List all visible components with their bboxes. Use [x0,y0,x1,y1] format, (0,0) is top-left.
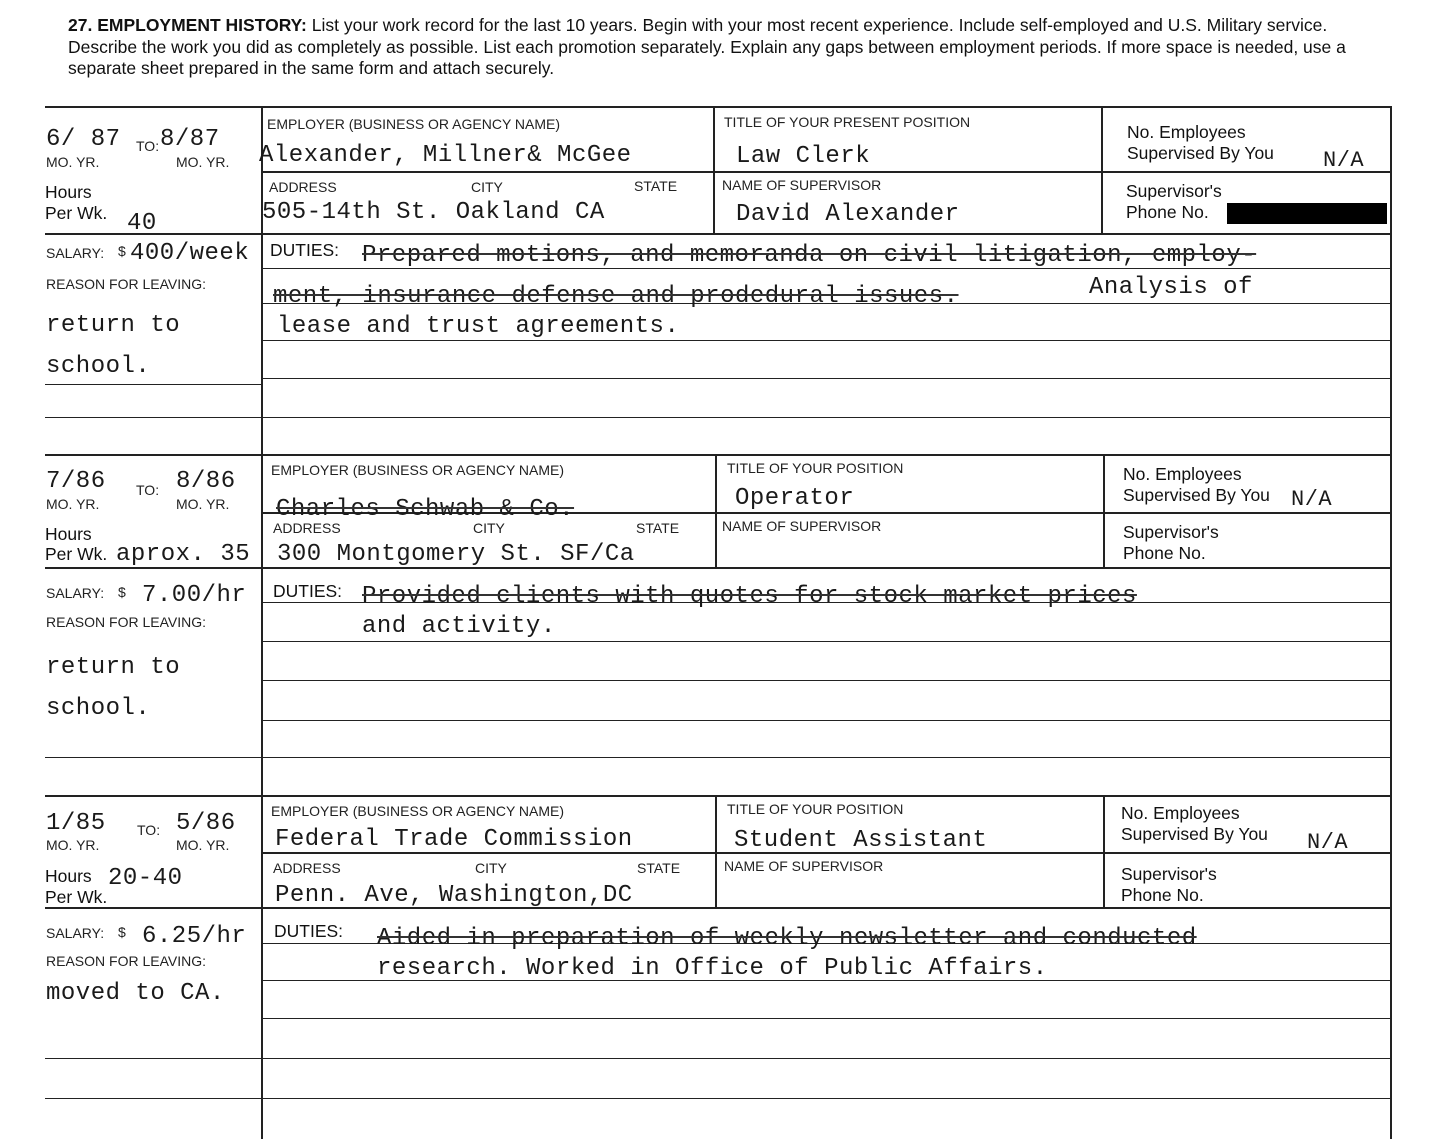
mo-yr-label: MO. YR. [46,496,100,512]
duties-line-2: ment, insurance defense and prodedural issues. [273,283,959,310]
phone-no-label: Phone No. [1126,202,1209,222]
dollar-sign: $ [118,584,126,600]
city-label: CITY [471,179,503,195]
phone-no-label: Phone No. [1121,885,1204,905]
salary-value: 400/week [130,240,250,267]
num-supervised: N/A [1291,487,1333,512]
salary-label: SALARY: [46,245,105,261]
position-title: Student Assistant [734,827,988,854]
reason-label: REASON FOR LEAVING: [46,276,206,292]
phone-no-label: Phone No. [1123,543,1206,563]
date-to: 8/87 [160,126,220,153]
supervised-by-you-label: Supervised By You [1123,485,1270,505]
section-heading: EMPLOYMENT HISTORY: [97,15,307,35]
num-supervised: N/A [1307,830,1349,855]
per-wk-label: Per Wk. [45,203,108,223]
duties-line-1: Aided in preparation of weekly newsletter and conducted [377,925,1197,952]
reason-label: REASON FOR LEAVING: [46,953,206,969]
reason-line-2: school. [46,695,151,722]
position-title: Operator [735,485,855,512]
duties-line-1: Prepared motions, and memoranda on civil litigation, employ- [362,242,1257,269]
employer-name: Charles Schwab & Co. [276,496,575,523]
city-label: CITY [475,860,507,876]
date-to: 8/86 [176,468,236,495]
no-employees-label: No. Employees [1127,122,1246,142]
hours-label: Hours [45,866,92,886]
supervisor-phone-label: Supervisor's [1123,522,1219,542]
duties-line-1: Provided clients with quotes for stock market prices [362,583,1137,610]
per-wk-label: Per Wk. [45,544,108,564]
hours-value: 40 [127,210,157,237]
reason-line-2: school. [46,353,151,380]
state-label: STATE [636,520,680,536]
date-from: 7/86 [46,468,106,495]
employer-label: EMPLOYER (BUSINESS OR AGENCY NAME) [267,116,561,132]
title-label: TITLE OF YOUR POSITION [727,801,904,817]
no-employees-label: No. Employees [1123,464,1242,484]
supervisor-phone-label: Supervisor's [1126,181,1222,201]
salary-label: SALARY: [46,585,105,601]
section-instructions [68,15,1358,80]
position-title: Law Clerk [736,143,871,170]
duties-label: DUTIES: [274,921,344,941]
dollar-sign: $ [118,243,126,259]
address-value: Penn. Ave, Washington,DC [275,882,633,909]
supervisor-label: NAME OF SUPERVISOR [722,177,882,193]
per-wk-label: Per Wk. [45,887,108,907]
dollar-sign: $ [118,924,126,940]
supervisor-label: NAME OF SUPERVISOR [724,858,884,874]
supervised-by-you-label: Supervised By You [1121,824,1268,844]
section-number: 27. [68,15,93,35]
employer-name: Federal Trade Commission [275,826,633,853]
hours-value: aprox. 35 [116,541,251,568]
mo-yr-label: MO. YR. [176,154,230,170]
supervisor-phone-label: Supervisor's [1121,864,1217,884]
to-label: TO: [136,138,160,154]
employer-label: EMPLOYER (BUSINESS OR AGENCY NAME) [271,803,565,819]
employer-name: Alexander, Millner& McGee [259,142,632,169]
section-instructions-text: List your work record for the last 10 years. Begin with your most recent experience. Include self-employed and U.S. Military service. Describe the work you did as completely as possible. List each promotion separately. Explain any gaps between employment periods. If more space is needed, use a separate sheet prepared in the same form and attach securely. [68,15,1346,78]
num-supervised: N/A [1323,148,1365,173]
supervisor-name: David Alexander [736,201,960,228]
duties-line-2: and activity. [362,613,556,640]
hours-label: Hours [45,524,92,544]
mo-yr-label: MO. YR. [46,154,100,170]
duties-line-3: lease and trust agreements. [277,313,680,340]
hours-label: Hours [45,182,92,202]
title-label: TITLE OF YOUR POSITION [727,460,904,476]
date-from: 1/85 [46,810,106,837]
to-label: TO: [137,822,161,838]
reason-line-1: return to [46,654,181,681]
state-label: STATE [637,860,681,876]
salary-label: SALARY: [46,925,105,941]
address-value: 505-14th St. Oakland CA [262,199,605,226]
salary-value: 7.00/hr [142,582,247,609]
city-label: CITY [473,520,505,536]
reason-line-1: moved to CA. [46,980,225,1007]
employer-label: EMPLOYER (BUSINESS OR AGENCY NAME) [271,462,565,478]
supervisor-label: NAME OF SUPERVISOR [722,518,882,534]
to-label: TO: [136,482,160,498]
mo-yr-label: MO. YR. [176,837,230,853]
duties-label: DUTIES: [273,581,343,601]
no-employees-label: No. Employees [1121,803,1240,823]
date-from: 6/ 87 [46,126,121,153]
title-label: TITLE OF YOUR PRESENT POSITION [724,114,971,130]
mo-yr-label: MO. YR. [176,496,230,512]
address-label: ADDRESS [273,860,341,876]
duties-line-2: research. Worked in Office of Public Affairs. [377,955,1048,982]
duties-label: DUTIES: [270,240,340,260]
address-value: 300 Montgomery St. SF/Ca [277,541,635,568]
salary-value: 6.25/hr [142,923,247,950]
reason-line-1: return to [46,312,181,339]
redacted-phone [1227,203,1387,224]
hours-value: 20-40 [108,865,183,892]
address-label: ADDRESS [273,520,341,536]
date-to: 5/86 [176,810,236,837]
mo-yr-label: MO. YR. [46,837,100,853]
duties-line-2-cont: Analysis of [1089,274,1253,301]
reason-label: REASON FOR LEAVING: [46,614,206,630]
address-label: ADDRESS [269,179,337,195]
state-label: STATE [634,178,678,194]
supervised-by-you-label: Supervised By You [1127,143,1274,163]
